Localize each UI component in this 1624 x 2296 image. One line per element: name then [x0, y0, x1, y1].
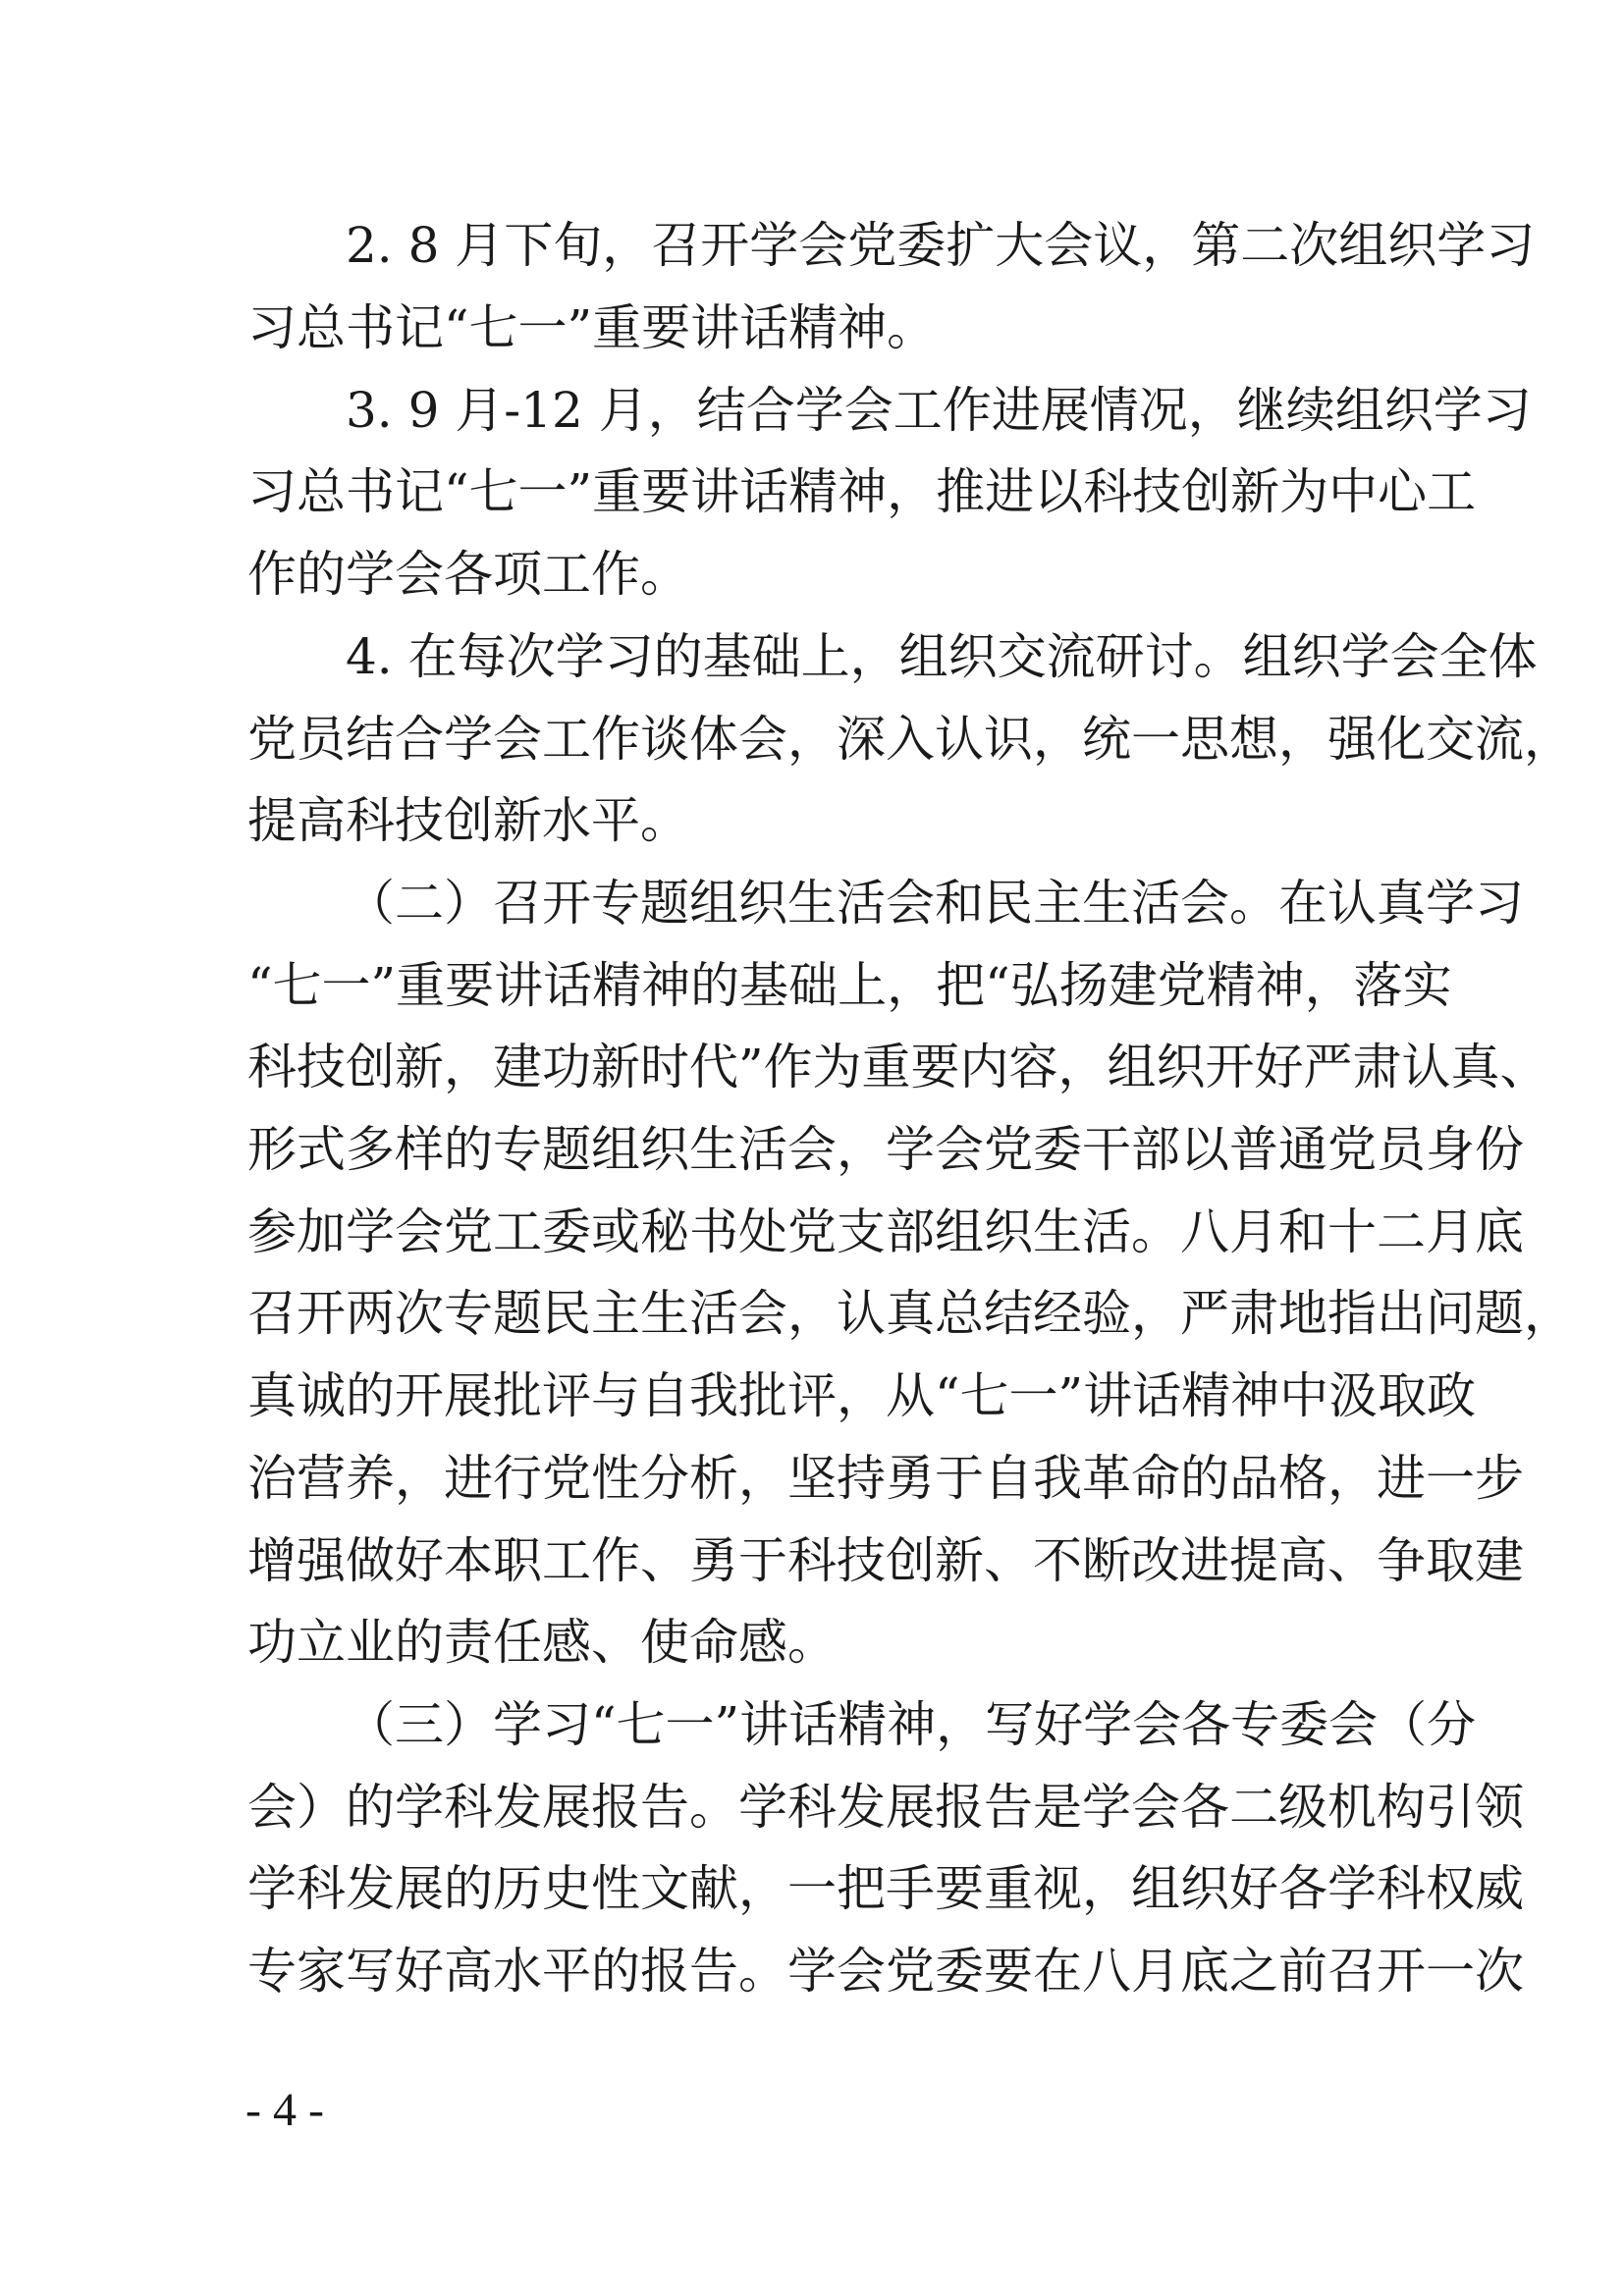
- text-line: 增强做好本职工作、勇于科技创新、不断改进提高、争取建: [247, 1532, 1524, 1589]
- text-line: 参加学会党工委或秘书处党支部组织生活。八月和十二月底: [247, 1203, 1524, 1260]
- text-line: 召开两次专题民主生活会，认真总结经验，严肃地指出问题，: [247, 1285, 1573, 1342]
- text-line: 形式多样的专题组织生活会，学会党委干部以普通党员身份: [247, 1121, 1524, 1178]
- text-line: 提高科技创新水平。: [247, 792, 689, 849]
- text-line: 习总书记“七一”重要讲话精神，推进以科技创新为中心工: [247, 463, 1477, 520]
- text-line: 4. 在每次学习的基础上，组织交流研讨。组织学会全体: [346, 628, 1538, 685]
- text-line: 党员结合学会工作谈体会，深入认识，统一思想，强化交流，: [247, 711, 1573, 768]
- text-line: 学科发展的历史性文献，一把手要重视，组织好各学科权威: [247, 1860, 1524, 1917]
- page-number: - 4 -: [245, 2084, 324, 2136]
- text-line: （二）召开专题组织生活会和民主生活会。在认真学习: [346, 875, 1524, 932]
- text-line: 治营养，进行党性分析，坚持勇于自我革命的品格，进一步: [247, 1450, 1524, 1507]
- text-line: 科技创新，建功新时代”作为重要内容，组织开好严肃认真、: [247, 1039, 1549, 1095]
- text-line: 2. 8 月下旬，召开学会党委扩大会议，第二次组织学习: [346, 217, 1536, 274]
- text-line: 习总书记“七一”重要讲话精神。: [247, 299, 937, 356]
- text-line: 功立业的责任感、使命感。: [247, 1614, 837, 1671]
- text-line: 会）的学科发展报告。学科发展报告是学会各二级机构引领: [247, 1779, 1524, 1836]
- text-line: 作的学会各项工作。: [247, 546, 689, 603]
- text-line: “七一”重要讲话精神的基础上，把“弘扬建党精神，落实: [247, 957, 1452, 1014]
- text-line: 真诚的开展批评与自我批评，从“七一”讲话精神中汲取政: [247, 1367, 1477, 1424]
- text-line: （三）学习“七一”讲话精神，写好学会各专委会（分: [346, 1696, 1477, 1753]
- text-line: 3. 9 月-12 月，结合学会工作进展情况，继续组织学习: [346, 382, 1532, 439]
- text-line: 专家写好高水平的报告。学会党委要在八月底之前召开一次: [247, 1943, 1524, 2000]
